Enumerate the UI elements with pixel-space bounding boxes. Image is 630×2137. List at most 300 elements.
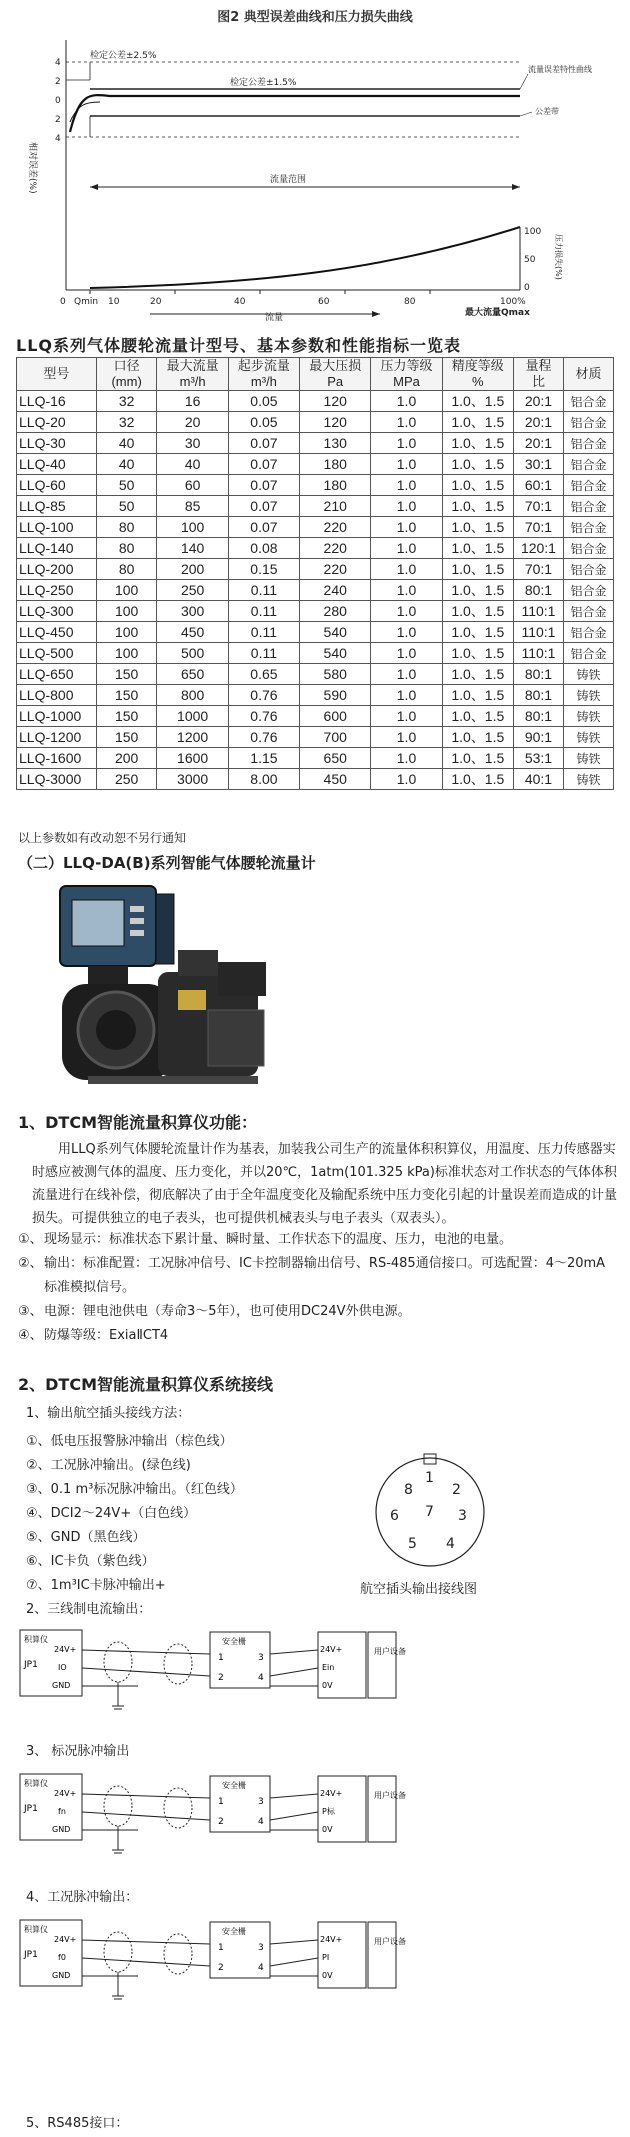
table-cell: 450	[157, 622, 228, 643]
x-tick: 60	[318, 297, 330, 307]
table-cell: LLQ-800	[17, 685, 97, 706]
table-cell: 0.76	[228, 727, 299, 748]
table-cell: 1.0	[371, 580, 442, 601]
table-row	[17, 496, 614, 517]
y-tick-right: 0	[524, 283, 530, 293]
list-item: ⑥、IC卡负（紫色线）	[26, 1554, 155, 1569]
table-cell: 0.07	[228, 475, 299, 496]
section-title: （二）LLQ-DA(B)系列智能气体腰轮流量计	[18, 854, 316, 872]
pin-label: 8	[404, 1482, 413, 1498]
table-cell: LLQ-250	[17, 580, 97, 601]
table-cell: 120	[300, 412, 371, 433]
wiring-sub5: 5、RS485接口：	[26, 2116, 129, 2131]
table-row	[17, 538, 614, 559]
table-cell: 1.0、1.5	[442, 412, 513, 433]
table-cell: 1.0、1.5	[442, 475, 513, 496]
table-row	[17, 454, 614, 475]
table-row	[17, 517, 614, 538]
table-cell: 100	[96, 622, 157, 643]
x-tick: 10	[108, 297, 120, 307]
svg-text:JP1: JP1	[24, 1660, 38, 1670]
table-cell: 1.0、1.5	[442, 580, 513, 601]
table-cell: 140	[157, 538, 228, 559]
svg-text:24V+: 24V+	[320, 1645, 343, 1654]
col-header: 最大压损 Pa	[300, 358, 371, 391]
table-cell: LLQ-500	[17, 643, 97, 664]
table-cell: 铸铁	[563, 748, 613, 769]
table-cell: LLQ-40	[17, 454, 97, 475]
svg-text:积算仪: 积算仪	[24, 1779, 48, 1788]
tolerance-label-1: 检定公差±2.5%	[90, 51, 157, 61]
wiring-sub2: 2、三线制电流输出：	[26, 1602, 152, 1617]
table-cell: 30	[157, 433, 228, 454]
wiring-heading: 2、DTCM智能流量积算仪系统接线	[18, 1375, 273, 1394]
table-header-row	[17, 358, 614, 391]
col-header: 型号	[17, 358, 97, 391]
table-cell: 1.0、1.5	[442, 517, 513, 538]
table-cell: 1.0、1.5	[442, 454, 513, 475]
svg-text:安全栅: 安全栅	[222, 1781, 246, 1790]
pin-label: 4	[446, 1536, 455, 1552]
table-row	[17, 748, 614, 769]
table-cell: 铝合金	[563, 601, 613, 622]
svg-text:2: 2	[218, 1673, 224, 1683]
error-curve	[70, 95, 520, 132]
table-cell: 1.0、1.5	[442, 664, 513, 685]
y-tick: 4	[55, 58, 61, 68]
svg-text:f0: f0	[58, 1953, 66, 1962]
table-cell: 0.11	[228, 643, 299, 664]
x-tick: 80	[404, 297, 416, 307]
svg-text:用户设备: 用户设备	[374, 1791, 406, 1800]
table-cell: 1.0	[371, 538, 442, 559]
table-cell: 1.0、1.5	[442, 433, 513, 454]
table-cell: 20:1	[513, 412, 563, 433]
col-header: 起步流量 m³/h	[228, 358, 299, 391]
table-cell: LLQ-200	[17, 559, 97, 580]
table-cell: 1.0	[371, 391, 442, 412]
table-cell: 280	[300, 601, 371, 622]
table-cell: 1.0	[371, 643, 442, 664]
table-row	[17, 727, 614, 748]
table-row	[17, 580, 614, 601]
table-cell: 铸铁	[563, 685, 613, 706]
table-cell: 1.0、1.5	[442, 601, 513, 622]
table-cell: 50	[96, 475, 157, 496]
pin-list	[26, 1430, 243, 1598]
table-cell: 32	[96, 391, 157, 412]
table-cell: 70:1	[513, 517, 563, 538]
table-cell: 0.11	[228, 622, 299, 643]
table-cell: LLQ-1000	[17, 706, 97, 727]
table-cell: 53:1	[513, 748, 563, 769]
list-item: ①、低电压报警脉冲输出（棕色线）	[26, 1434, 233, 1449]
table-cell: 铝合金	[563, 454, 613, 475]
table-cell: 60:1	[513, 475, 563, 496]
table-cell: 80	[96, 517, 157, 538]
svg-text:用户设备: 用户设备	[374, 1937, 406, 1946]
table-cell: 铝合金	[563, 643, 613, 664]
list-item: ⑦、1m³IC卡脉冲输出+	[26, 1578, 166, 1593]
y-tick: 4	[55, 134, 61, 144]
table-cell: 1.15	[228, 748, 299, 769]
table-cell: 铝合金	[563, 496, 613, 517]
table-cell: 铸铁	[563, 664, 613, 685]
lcd-screen	[72, 900, 124, 946]
table-cell: 1.0	[371, 433, 442, 454]
table-cell: 40	[157, 454, 228, 475]
table-cell: 220	[300, 559, 371, 580]
wiring-sub4: 4、工况脉冲输出：	[26, 1890, 139, 1905]
table-cell: 30:1	[513, 454, 563, 475]
table-cell: 铝合金	[563, 412, 613, 433]
list-item: ④、 防爆等级：ExiaⅡCT4	[18, 1328, 169, 1343]
table-cell: 1.0	[371, 622, 442, 643]
table-cell: 70:1	[513, 496, 563, 517]
table-cell: 100	[157, 517, 228, 538]
y-tick: 0	[55, 96, 61, 106]
table-cell: LLQ-650	[17, 664, 97, 685]
table-cell: 110:1	[513, 601, 563, 622]
table-cell: 120:1	[513, 538, 563, 559]
x-tick: 20	[150, 297, 162, 307]
table-cell: 铝合金	[563, 559, 613, 580]
table-cell: 0.76	[228, 685, 299, 706]
table-cell: LLQ-1600	[17, 748, 97, 769]
svg-text:1: 1	[218, 1943, 224, 1953]
svg-text:JP1: JP1	[24, 1804, 38, 1814]
table-cell: 1.0、1.5	[442, 706, 513, 727]
table-cell: 20	[157, 412, 228, 433]
connector-caption: 航空插头输出接线图	[360, 1582, 478, 1597]
svg-text:24V+: 24V+	[54, 1645, 77, 1654]
table-cell: 1.0	[371, 664, 442, 685]
table-cell: 3000	[157, 769, 228, 790]
error-curve-chart	[0, 22, 630, 322]
spec-table	[16, 357, 614, 790]
table-title: LLQ系列气体腰轮流量计型号、基本参数和性能指标一览表	[16, 336, 461, 355]
table-row	[17, 643, 614, 664]
table-cell: 1.0	[371, 685, 442, 706]
table-cell: 铸铁	[563, 706, 613, 727]
figure-title: 图2 典型误差曲线和压力损失曲线	[217, 10, 413, 25]
svg-text:GND: GND	[52, 1681, 71, 1690]
table-cell: 铝合金	[563, 538, 613, 559]
y-tick: 2	[55, 115, 61, 125]
list-item: ③、0.1 m³标况脉冲输出。（红色线）	[26, 1482, 243, 1497]
y-tick-right: 50	[524, 255, 536, 265]
table-cell: 1000	[157, 706, 228, 727]
table-cell: 590	[300, 685, 371, 706]
table-cell: 100	[96, 643, 157, 664]
table-cell: 540	[300, 622, 371, 643]
table-cell: 1.0	[371, 706, 442, 727]
table-cell: 0.05	[228, 391, 299, 412]
table-cell: 150	[96, 685, 157, 706]
table-cell: 180	[300, 475, 371, 496]
svg-text:2: 2	[218, 1963, 224, 1973]
x-tick: Qmin	[74, 297, 99, 307]
col-header: 最大流量 m³/h	[157, 358, 228, 391]
table-cell: LLQ-100	[17, 517, 97, 538]
pin-label: 3	[458, 1508, 467, 1524]
table-cell: 70:1	[513, 559, 563, 580]
table-cell: 110:1	[513, 622, 563, 643]
table-cell: 1.0	[371, 769, 442, 790]
svg-text:安全栅: 安全栅	[222, 1637, 246, 1646]
pin-label: 6	[390, 1508, 399, 1524]
table-cell: 1.0、1.5	[442, 748, 513, 769]
table-cell: 40	[96, 454, 157, 475]
table-cell: 60	[157, 475, 228, 496]
x-label: 流量	[265, 313, 284, 323]
func-heading: 1、DTCM智能流量积算仪功能：	[18, 1113, 257, 1132]
table-cell: 220	[300, 538, 371, 559]
x-tick: 100%	[500, 297, 526, 307]
func-list	[18, 1228, 618, 1348]
table-row	[17, 391, 614, 412]
table-cell: 85	[157, 496, 228, 517]
table-row	[17, 559, 614, 580]
svg-text:3: 3	[258, 1943, 264, 1953]
y-right-label: 压力损失(%)	[554, 234, 563, 280]
table-cell: LLQ-450	[17, 622, 97, 643]
table-cell: 200	[96, 748, 157, 769]
table-cell: 1.0	[371, 475, 442, 496]
table-cell: 130	[300, 433, 371, 454]
table-cell: 250	[96, 769, 157, 790]
svg-text:3: 3	[258, 1653, 264, 1663]
table-cell: 铝合金	[563, 517, 613, 538]
svg-text:积算仪: 积算仪	[24, 1635, 48, 1644]
y-tick: 2	[55, 77, 61, 87]
table-cell: 1.0	[371, 517, 442, 538]
table-cell: 0.07	[228, 433, 299, 454]
y-right-ticks	[524, 227, 541, 293]
curve-label: 流量误差特性曲线	[528, 65, 592, 74]
col-header: 口径 (mm)	[96, 358, 157, 391]
table-cell: 80:1	[513, 706, 563, 727]
x-ticks	[60, 297, 526, 307]
table-cell: 1.0、1.5	[442, 538, 513, 559]
table-cell: 700	[300, 727, 371, 748]
table-cell: 150	[96, 664, 157, 685]
table-cell: 1.0	[371, 496, 442, 517]
table-cell: 16	[157, 391, 228, 412]
pin-label: 2	[452, 1482, 461, 1498]
svg-text:0V: 0V	[322, 1971, 333, 1980]
table-row	[17, 433, 614, 454]
table-cell: 1200	[157, 727, 228, 748]
table-cell: 300	[157, 601, 228, 622]
wiring-diagram-standard-pulse	[18, 1766, 406, 1858]
table-cell: 0.11	[228, 580, 299, 601]
svg-text:0V: 0V	[322, 1681, 333, 1690]
table-cell: 0.76	[228, 706, 299, 727]
table-cell: 580	[300, 664, 371, 685]
table-cell: 0.07	[228, 517, 299, 538]
table-row	[17, 769, 614, 790]
svg-text:fn: fn	[58, 1807, 66, 1816]
list-item: ⑤、GND（黑色线）	[26, 1530, 146, 1545]
table-cell: 铝合金	[563, 580, 613, 601]
svg-text:1: 1	[218, 1653, 224, 1663]
table-cell: 40	[96, 433, 157, 454]
table-cell: 120	[300, 391, 371, 412]
table-cell: 210	[300, 496, 371, 517]
col-header: 精度等级 %	[442, 358, 513, 391]
wiring-sub3: 3、 标况脉冲输出	[26, 1744, 130, 1759]
table-cell: 铝合金	[563, 622, 613, 643]
table-cell: 1600	[157, 748, 228, 769]
table-cell: 500	[157, 643, 228, 664]
table-row	[17, 601, 614, 622]
svg-text:2: 2	[218, 1817, 224, 1827]
svg-text:4: 4	[258, 1817, 264, 1827]
table-cell: 1.0	[371, 601, 442, 622]
svg-text:24V+: 24V+	[320, 1789, 343, 1798]
table-cell: 1.0	[371, 454, 442, 475]
y-left-ticks	[55, 58, 61, 144]
svg-text:积算仪: 积算仪	[24, 1925, 48, 1934]
table-row	[17, 412, 614, 433]
svg-text:用户设备: 用户设备	[374, 1647, 406, 1656]
svg-text:GND: GND	[52, 1825, 71, 1834]
svg-text:GND: GND	[52, 1971, 71, 1980]
x-tick: 0	[60, 297, 66, 307]
table-row	[17, 664, 614, 685]
list-item: ④、DCI2～24V+（白色线）	[26, 1506, 197, 1521]
pin-label: 7	[425, 1504, 434, 1520]
table-cell: 1.0、1.5	[442, 622, 513, 643]
table-row	[17, 706, 614, 727]
table-cell: 1.0	[371, 412, 442, 433]
table-cell: 1.0、1.5	[442, 559, 513, 580]
table-cell: 80	[96, 538, 157, 559]
table-cell: 150	[96, 706, 157, 727]
table-cell: 0.65	[228, 664, 299, 685]
list-item: ③、 电源：锂电池供电（寿命3～5年），也可使用DC24V外供电源。	[18, 1304, 411, 1319]
table-cell: 32	[96, 412, 157, 433]
table-cell: 800	[157, 685, 228, 706]
connector-diagram	[368, 1448, 492, 1572]
table-cell: LLQ-60	[17, 475, 97, 496]
svg-text:Ein: Ein	[322, 1663, 335, 1672]
table-cell: 1.0、1.5	[442, 643, 513, 664]
table-cell: 540	[300, 643, 371, 664]
table-cell: 20:1	[513, 433, 563, 454]
table-cell: 1.0	[371, 748, 442, 769]
table-cell: 1.0、1.5	[442, 496, 513, 517]
list-item: ②、 输出：标准配置：工况脉冲信号、IC卡控制器输出信号、RS-485通信接口。可选配置：4～20mA标准模拟信号。	[18, 1256, 606, 1295]
table-cell: 铝合金	[563, 433, 613, 454]
svg-text:24V+: 24V+	[54, 1789, 77, 1798]
table-cell: LLQ-30	[17, 433, 97, 454]
svg-text:4: 4	[258, 1673, 264, 1683]
table-cell: 铝合金	[563, 391, 613, 412]
table-row	[17, 622, 614, 643]
table-cell: LLQ-3000	[17, 769, 97, 790]
table-cell: 150	[96, 727, 157, 748]
svg-text:4: 4	[258, 1963, 264, 1973]
table-cell: 铸铁	[563, 727, 613, 748]
pin-label: 1	[425, 1470, 434, 1486]
svg-text:24V+: 24V+	[54, 1935, 77, 1944]
table-cell: 1.0、1.5	[442, 769, 513, 790]
table-cell: 0.15	[228, 559, 299, 580]
table-cell: 1.0	[371, 559, 442, 580]
table-cell: 80	[96, 559, 157, 580]
col-header: 压力等级 MPa	[371, 358, 442, 391]
table-cell: 110:1	[513, 643, 563, 664]
svg-text:PI: PI	[322, 1953, 330, 1962]
table-cell: 200	[157, 559, 228, 580]
svg-text:IO: IO	[58, 1663, 67, 1672]
col-header: 量程 比	[513, 358, 563, 391]
table-cell: 80:1	[513, 664, 563, 685]
table-cell: 0.08	[228, 538, 299, 559]
table-row	[17, 475, 614, 496]
table-cell: LLQ-16	[17, 391, 97, 412]
table-cell: LLQ-140	[17, 538, 97, 559]
table-cell: 180	[300, 454, 371, 475]
x-end-label: 最大流量Qmax	[465, 308, 530, 318]
list-item: ①、 现场显示：标准状态下累计量、瞬时量、工作状态下的温度、压力，电池的电量。	[18, 1232, 513, 1247]
table-cell: 650	[300, 748, 371, 769]
pin-label: 5	[408, 1536, 417, 1552]
table-cell: LLQ-300	[17, 601, 97, 622]
svg-text:3: 3	[258, 1797, 264, 1807]
table-cell: 220	[300, 517, 371, 538]
svg-text:24V+: 24V+	[320, 1935, 343, 1944]
list-item: ②、工况脉冲输出。(绿色线)	[26, 1458, 191, 1473]
table-cell: 1.0	[371, 727, 442, 748]
svg-text:安全栅: 安全栅	[222, 1927, 246, 1936]
func-paragraph: 用LLQ系列气体腰轮流量计作为基表，加装我公司生产的流量体积积算仪，用温度、压力传感器实时感应被测气体的温度、压力变化，并以20℃，1atm(101.325 kPa)标准状态对工作状态的气体体积流量进行在线补偿，彻底解决了由于全年温度变化及输配系统中压力变化引起的计量误差而造成的计量损失。可提供独立的电子表头，也可提供机械表头与电子表头（双表头）。	[32, 1142, 618, 1226]
table-cell: 600	[300, 706, 371, 727]
table-cell: 0.11	[228, 601, 299, 622]
table-cell: 80:1	[513, 580, 563, 601]
table-cell: 100	[96, 580, 157, 601]
table-cell: 铸铁	[563, 769, 613, 790]
svg-text:P标: P标	[322, 1807, 335, 1816]
svg-text:0V: 0V	[322, 1825, 333, 1834]
svg-text:JP1: JP1	[24, 1950, 38, 1960]
table-cell: 100	[96, 601, 157, 622]
table-cell: 240	[300, 580, 371, 601]
table-cell: 50	[96, 496, 157, 517]
table-cell: 8.00	[228, 769, 299, 790]
table-cell: 铝合金	[563, 475, 613, 496]
table-note: 以上参数如有改动恕不另行通知	[18, 831, 187, 845]
table-cell: 90:1	[513, 727, 563, 748]
table-cell: 1.0、1.5	[442, 727, 513, 748]
tolerance-label-2: 检定公差±1.5%	[230, 78, 297, 88]
table-cell: 250	[157, 580, 228, 601]
table-cell: LLQ-1200	[17, 727, 97, 748]
table-cell: 20:1	[513, 391, 563, 412]
flowmeter-image	[58, 880, 278, 1090]
wiring-diagram-working-pulse	[18, 1912, 406, 2004]
table-cell: 1.0、1.5	[442, 391, 513, 412]
wiring-sub1: 1、输出航空插头接线方法：	[26, 1406, 191, 1421]
x-tick: 40	[234, 297, 246, 307]
table-cell: 0.05	[228, 412, 299, 433]
table-cell: LLQ-85	[17, 496, 97, 517]
table-cell: 0.07	[228, 454, 299, 475]
y-left-label: 相对误差(%)	[27, 142, 37, 194]
table-cell: 80:1	[513, 685, 563, 706]
